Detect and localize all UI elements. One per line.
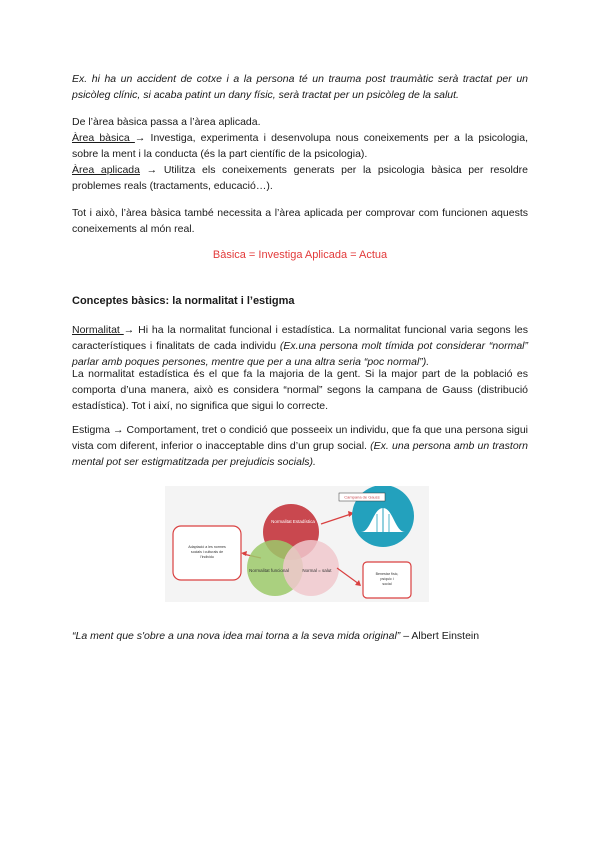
section-heading: Conceptes bàsics: la normalitat i l’estigma [72, 295, 295, 307]
box-right-line2: psíquic i [380, 577, 394, 581]
estigma-text: → Comportament, tret o condició que posseeix un individu, que fa que una persona sigui vista com diferent, inferior o inacceptable dins d’un grup social. [72, 424, 528, 452]
quote-text: “La ment que s'obre a una nova idea mai torna a la seva mida original” [72, 630, 404, 642]
normalitat-term: Normalitat [72, 324, 124, 336]
example-accident: Ex. hi ha un accident de cotxe i a la persona té un trauma post traumàtic serà tractat per un psicòleg clínic, si acaba patint un dany físic, serà tractat per un psicòleg de la salut. [72, 73, 528, 101]
circle-right-label: Normal = salut [302, 568, 332, 573]
area-aplicada-text: → Utilitza els coneixements generats per la psicologia bàsica per resoldre problemes reals (tractaments, educació…). [72, 164, 529, 192]
arrow-top-right [321, 514, 351, 524]
estigma-paragraph [72, 422, 528, 470]
estigma-example: (Ex. una persona amb un trastorn mental pot ser estigmatitzada per prejudicis socials). [72, 440, 528, 468]
normality-diagram [165, 486, 429, 602]
intro-text: De l’àrea bàsica passa a l’àrea aplicada. [72, 116, 261, 128]
circle-top-label: Normalitat Estadística [271, 519, 315, 524]
normalitat-paragraph [72, 322, 528, 370]
formula: Bàsica = Investiga Aplicada = Actua [212, 249, 388, 261]
area-basica-paragraph [72, 130, 528, 162]
tot-i-aixo-paragraph: Tot i això, l’àrea bàsica també necessita a l’àrea aplicada per comprovar com funcionen aquests coneixements al món real. [72, 207, 528, 235]
box-left-line2: socials i culturals de [190, 550, 224, 554]
area-aplicada-paragraph [72, 162, 528, 194]
box-left-line1: Adaptació a les normes [188, 545, 226, 549]
normalitat-example: (Ex.una persona molt tímida pot considerar “normal” parlar amb poques persones, mentre que per a una altra seria “poc normal”). [72, 340, 528, 368]
box-right-line1: Benestar físic, [375, 572, 399, 576]
arrow-left-head [241, 551, 247, 556]
estigma-term: Estigma [72, 424, 110, 436]
area-basica-text: → Investiga, experimenta i desenvolupa nous coneixements per a la psicologia, sobre la ment i la conducta (és la part científic de la psicologia). [72, 132, 528, 160]
arrow-right [337, 568, 359, 584]
arrow-right-head [355, 580, 361, 586]
box-left-line3: l’individu [200, 555, 214, 559]
estadistica-paragraph: La normalitat estadística és el que fa la majoria de la gent. Si la major part de la població es comporta d’una manera, això es considera “normal” segons la campana de Gauss (distribució estadística). Tot i així, no significa que sigui lo correcte. [72, 368, 528, 412]
quote-paragraph [72, 628, 528, 644]
circle-left-label: Normalitat funcional [249, 568, 289, 573]
gauss-label: Campana de Gauss [344, 494, 380, 500]
area-basica-term: Àrea bàsica [72, 132, 135, 144]
diagram-svg [165, 486, 429, 602]
area-aplicada-term: Àrea aplicada [72, 164, 140, 176]
box-right-line3: social [382, 582, 392, 586]
normalitat-text: → Hi ha la normalitat funcional i estadística. La normalitat funcional varia segons les característiques i finalitats de cada individu [72, 324, 528, 352]
quote-author: – Albert Einstein [403, 630, 480, 642]
